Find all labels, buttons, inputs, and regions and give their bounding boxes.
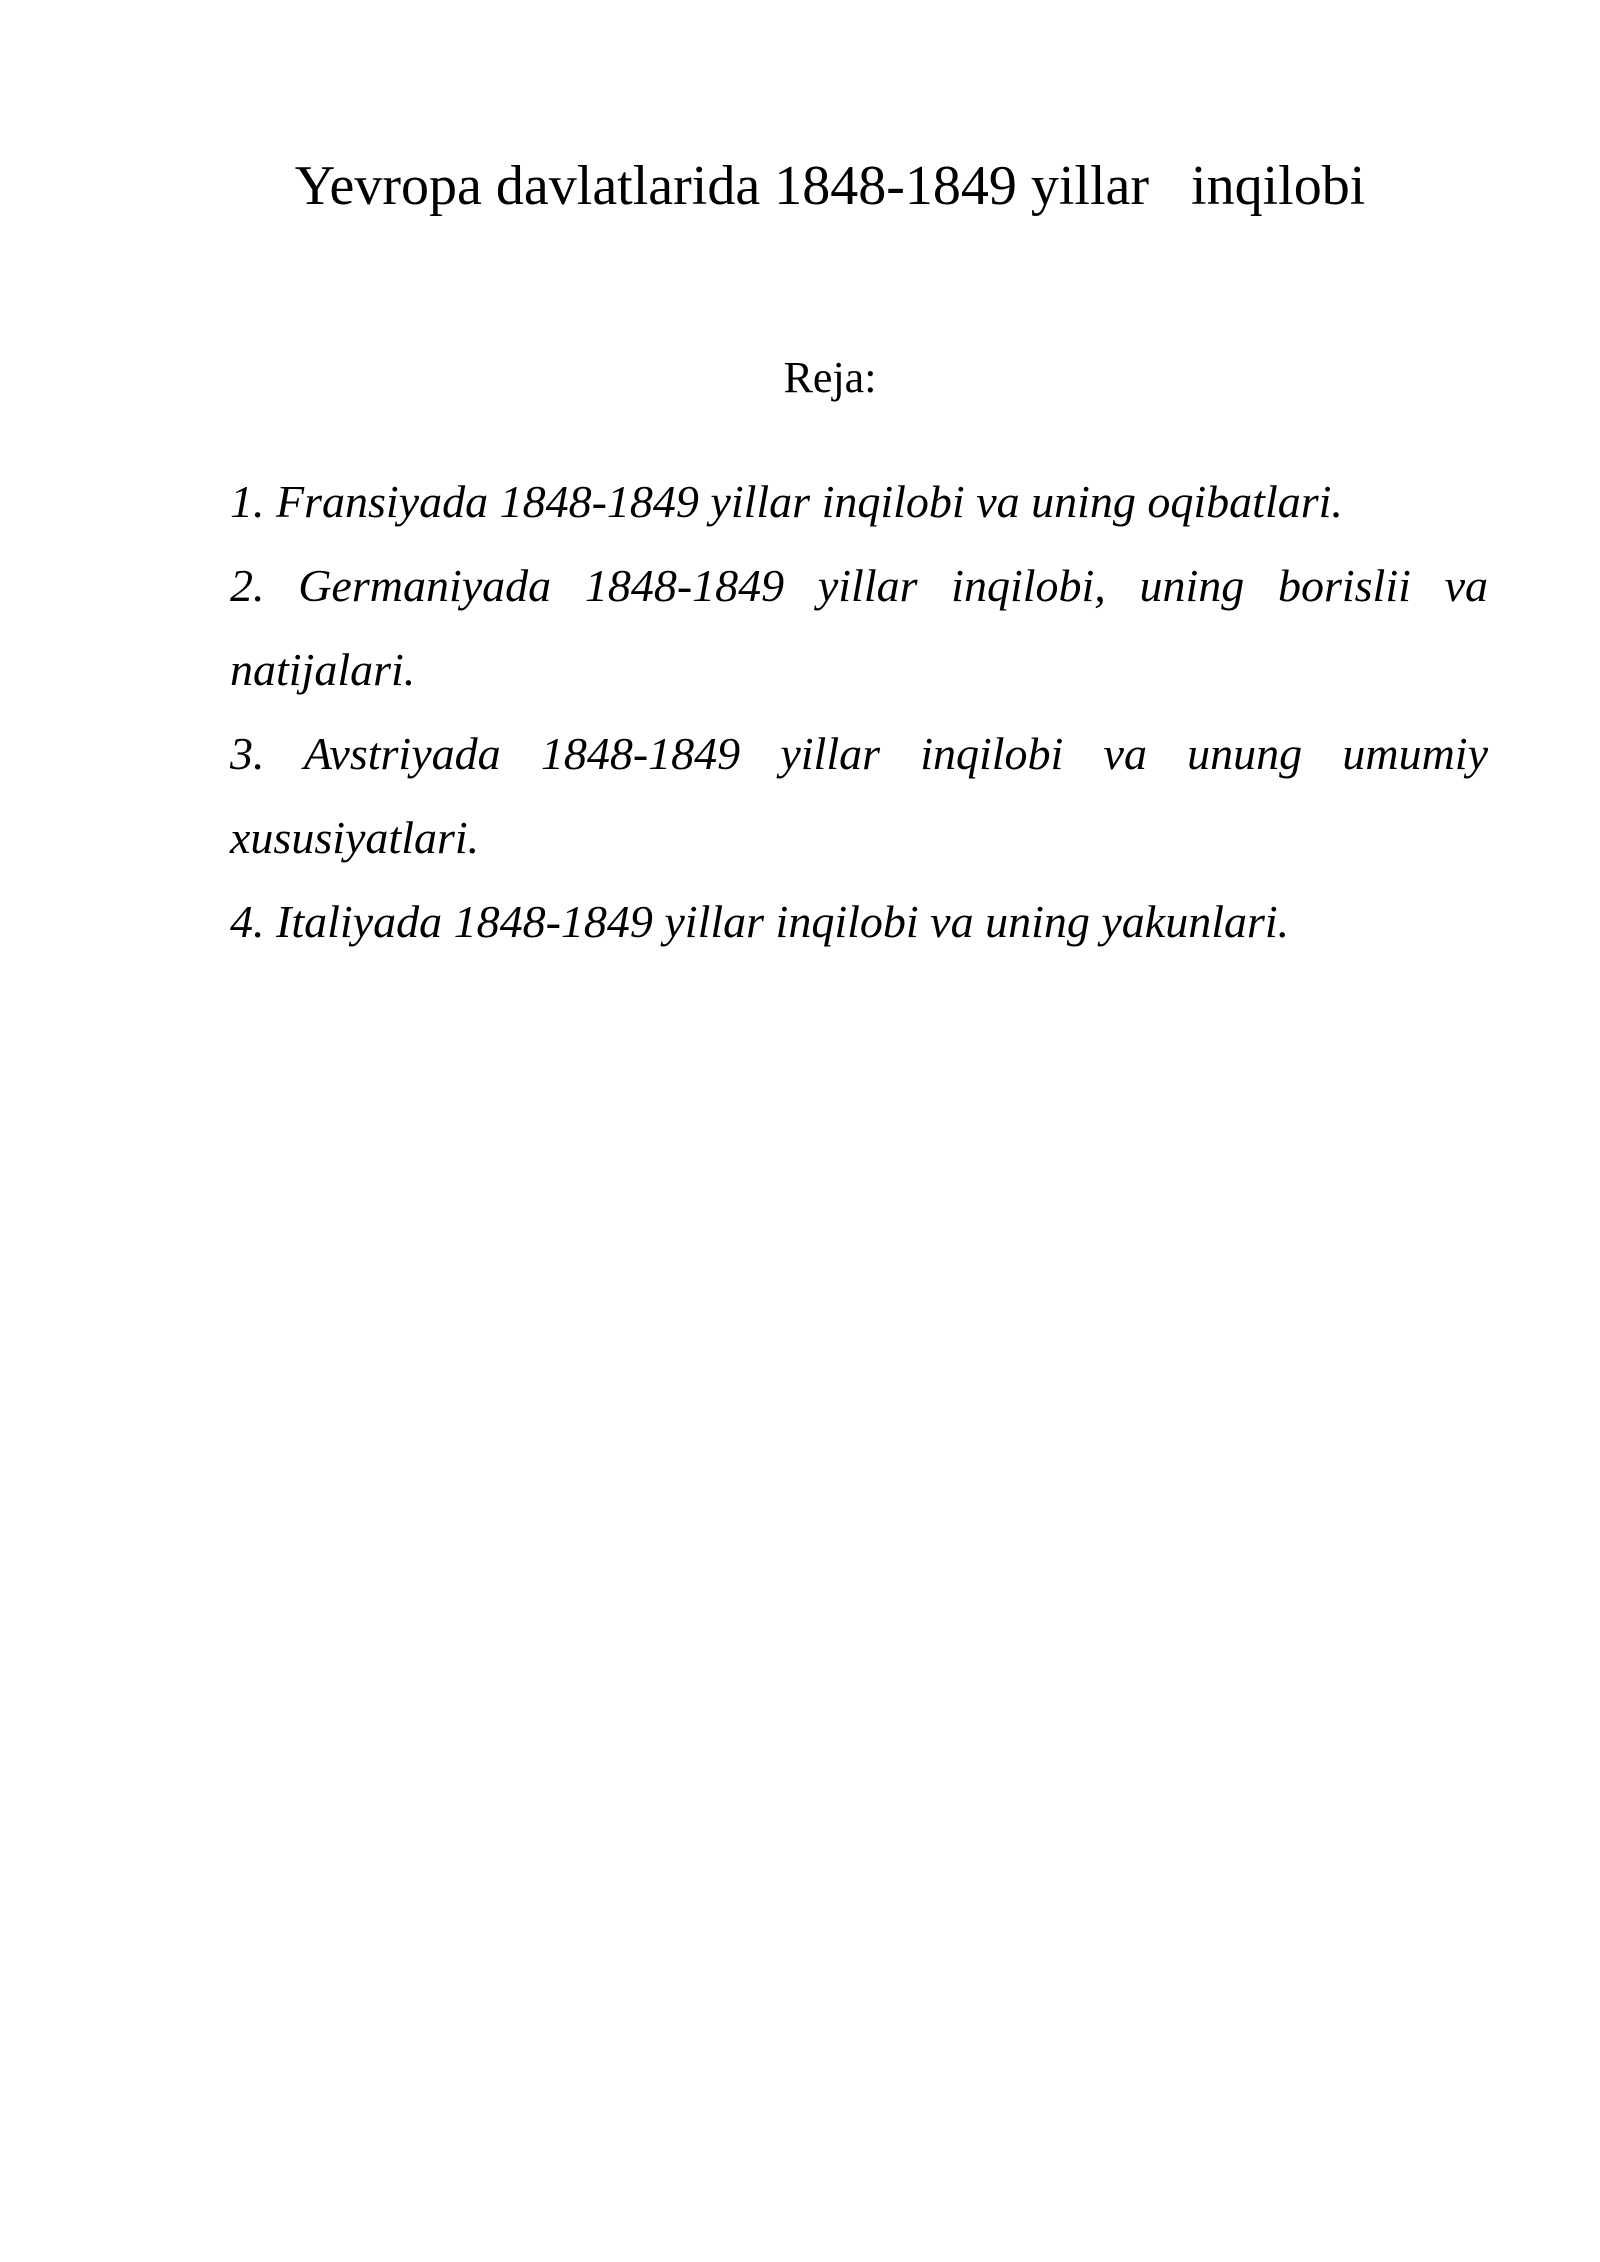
plan-heading: Reja: bbox=[783, 353, 877, 402]
plan-item: 1. Fransiyada 1848-1849 yillar inqilobi va uning oqibatlari. bbox=[230, 476, 1343, 527]
plan-item: 3. Avstriyada 1848-1849 yillar inqilobi va unung umumiy xususiyatlari. bbox=[230, 728, 1488, 863]
plan-item: 4. Italiyada 1848-1849 yillar inqilobi va uning yakunlari. bbox=[230, 896, 1290, 947]
document-title: Yevropa davlatlarida 1848-1849 yillar inqilobi bbox=[294, 155, 1366, 217]
plan-item: 2. Germaniyada 1848-1849 yillar inqilobi, uning borislii va natijalari. bbox=[230, 560, 1488, 695]
plan-list bbox=[230, 460, 1488, 964]
